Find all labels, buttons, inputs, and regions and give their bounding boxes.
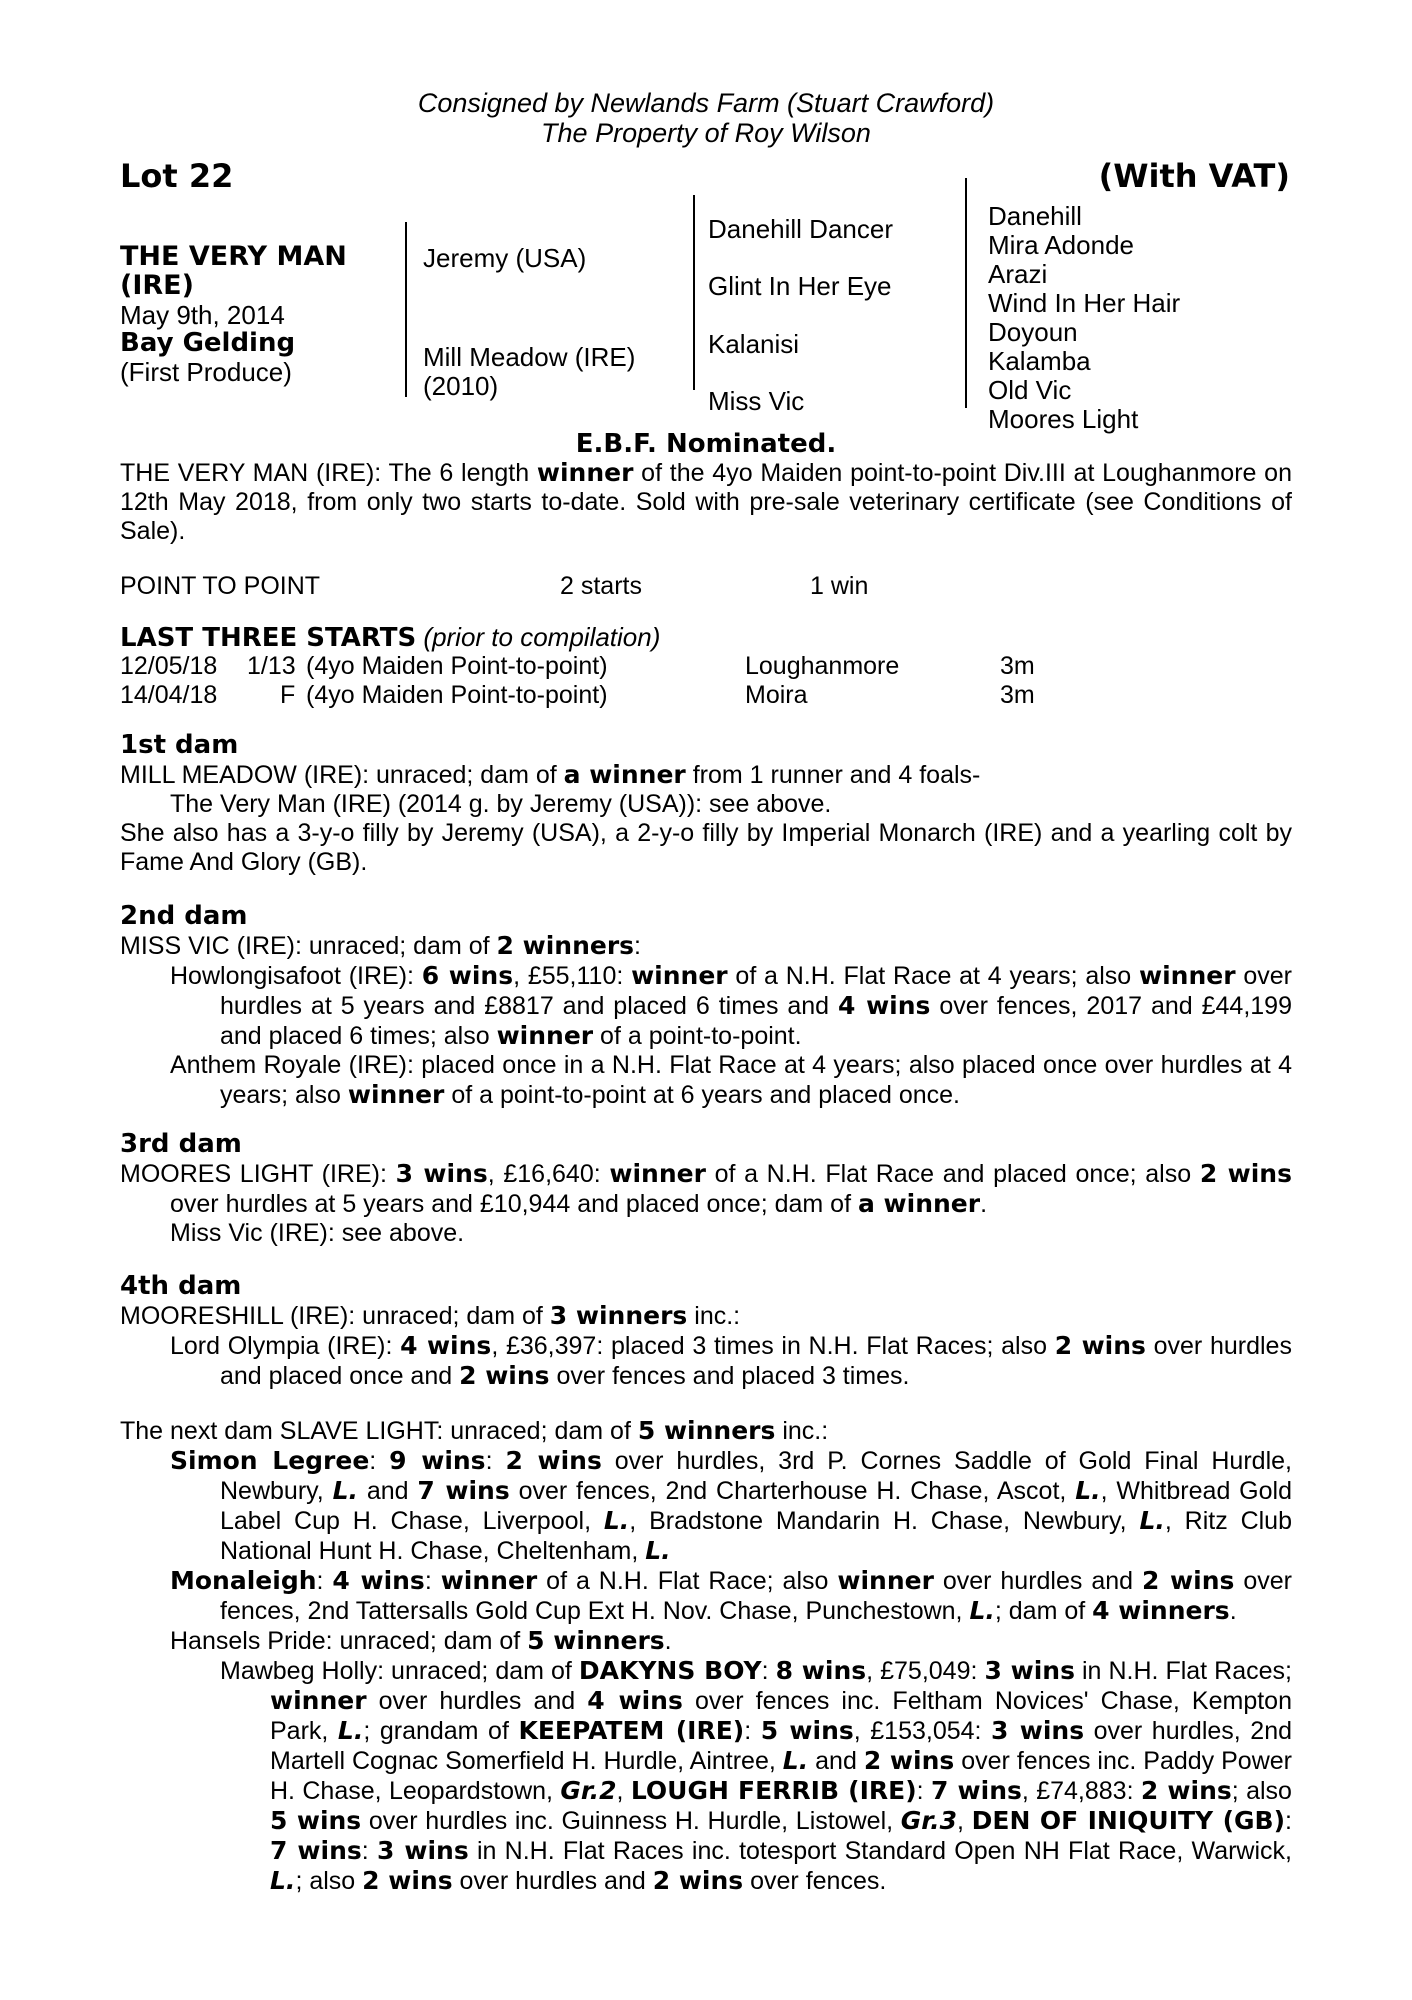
record-wins: 1 win xyxy=(810,572,869,600)
lot-number: Lot 22 xyxy=(120,157,234,195)
race-record xyxy=(120,572,1292,602)
third-dam-heading: 3rd dam xyxy=(120,1129,242,1159)
pedigree-divider-2 xyxy=(693,195,695,390)
great-grandparent: Doyoun xyxy=(988,317,1078,347)
great-grandparent: Arazi xyxy=(988,259,1048,289)
next-dam-section: The next dam SLAVE LIGHT: unraced; dam of 5 winners inc.: Simon Legree: 9 wins: 2 wins over hurdles, 3rd P. Cornes Saddle of Gold Final Hurdle, Newbury, L. and 7 wins over fences, 2nd Charterhouse H. Chase, Ascot, L., Whitbread Gold Label Cup H. Chase, Liverpool, L., Bradstone Mandarin H. Chase, Newbury, L., Ritz Club National Hunt H. Chase, Cheltenham, L. Monaleigh: 4 wins: winner of a N.H. Flat Race; also winner over hurdles and 2 wins over fences, 2nd Tattersalls Gold Cup Ext H. Nov. Chase, Punchestown, L.; dam of 4 winners. Hansels Pride: unraced; dam of 5 winners. Mawbeg Holly: unraced; dam of DAKYNS BOY: 8 wins, £75,049: 3 wins in N.H. Flat Races; winner over hurdles and 4 wins over fences inc. Feltham Novices' Chase, Kempton Park, L.; grandam of KEEPATEM (IRE): 5 wins, £153,054: 3 wins over hurdles, 2nd Martell Cognac Somerfield H. Hurdle, Aintree, L. and 2 wins over fences inc. Paddy Power H. Chase, Leopardstown, Gr.2, LOUGH FERRIB (IRE): 7 wins, £74,883: 2 wins; also 5 wins over hurdles inc. Guinness H. Hurdle, Listowel, Gr.3, DEN OF INIQUITY (GB): 7 wins: 3 wins in N.H. Flat Races inc. totesport Standard Open NH Flat Race, Warwick, L.; also 2 wins over hurdles and 2 wins over fences. xyxy=(120,1416,1292,1895)
grandparent: Kalanisi xyxy=(708,329,800,359)
fourth-dam-heading: 4th dam xyxy=(120,1271,242,1301)
consignor-line: Consigned by Newlands Farm (Stuart Crawford) xyxy=(417,88,995,118)
ebf-nominated: E.B.F. Nominated. xyxy=(575,429,837,459)
first-dam-section: MILL MEADOW (IRE): unraced; dam of a winner from 1 runner and 4 foals- The Very Man (IRE) (2014 g. by Jeremy (USA)): see above. She also has a 3-y-o filly by Jeremy (USA), a 2-y-o filly by Imperial Monarch (IRE) and a yearling colt by Fame And Glory (GB). xyxy=(120,760,1292,876)
grandparent: Glint In Her Eye xyxy=(708,271,892,301)
summary-paragraph: THE VERY MAN (IRE): The 6 length winner of the 4yo Maiden point-to-point Div.III at Loughanmore on 12th May 2018, from only two starts to-date. Sold with pre-sale veterinary certificate (see Conditions of Sale). xyxy=(120,458,1292,545)
grandparent: Miss Vic xyxy=(708,386,805,416)
first-dam-heading: 1st dam xyxy=(120,730,239,760)
great-grandparent: Danehill xyxy=(988,201,1082,231)
start-row: 14/04/18 F (4yo Maiden Point-to-point) Moira 3m xyxy=(120,681,1035,709)
great-grandparent: Old Vic xyxy=(988,375,1072,405)
property-line: The Property of Roy Wilson xyxy=(541,118,871,148)
great-grandparent: Kalamba xyxy=(988,346,1091,376)
fourth-dam-section: MOORESHILL (IRE): unraced; dam of 3 winners inc.: Lord Olympia (IRE): 4 wins, £36,397: placed 3 times in N.H. Flat Races; also 2 wins over hurdles and placed once and 2 wins over fences and placed 3 times. xyxy=(120,1301,1292,1390)
horse-name: THE VERY MAN xyxy=(120,241,347,272)
last-starts-heading: LAST THREE STARTS (prior to compilation) xyxy=(120,622,661,653)
record-label: POINT TO POINT xyxy=(120,572,321,600)
start-row: 12/05/18 1/13 (4yo Maiden Point-to-point) Loughanmore 3m xyxy=(120,652,1035,680)
horse-origin: (IRE) xyxy=(120,270,194,301)
third-dam-section: MOORES LIGHT (IRE): 3 wins, £16,640: winner of a N.H. Flat Race and placed once; also 2 wins over hurdles at 5 years and £10,944 and placed once; dam of a winner. Miss Vic (IRE): see above. xyxy=(120,1159,1292,1247)
great-grandparent: Wind In Her Hair xyxy=(988,288,1181,318)
grandparent: Danehill Dancer xyxy=(708,214,893,244)
second-dam-heading: 2nd dam xyxy=(120,901,248,931)
foaling-date: May 9th, 2014 xyxy=(120,300,285,330)
pedigree-divider-3 xyxy=(965,178,967,408)
dam-year: (2010) xyxy=(423,371,499,401)
produce-note: (First Produce) xyxy=(120,357,292,387)
vat-label: (With VAT) xyxy=(1098,157,1290,195)
record-starts: 2 starts xyxy=(560,572,642,600)
dam: Mill Meadow (IRE) xyxy=(423,342,636,372)
horse-type: Bay Gelding xyxy=(120,328,296,358)
second-dam-section: MISS VIC (IRE): unraced; dam of 2 winners: Howlongisafoot (IRE): 6 wins, £55,110: winner of a N.H. Flat Race at 4 years; also winner over hurdles at 5 years and £8817 and placed 6 times and 4 wins over fences, 2017 and £44,199 and placed 6 times; also winner of a point-to-point. Anthem Royale (IRE): placed once in a N.H. Flat Race at 4 years; also placed once over hurdles at 4 years; also winner of a point-to-point at 6 years and placed once. xyxy=(120,931,1292,1109)
great-grandparent: Moores Light xyxy=(988,404,1139,434)
pedigree-divider-1 xyxy=(405,222,407,397)
sire: Jeremy (USA) xyxy=(423,243,587,273)
great-grandparent: Mira Adonde xyxy=(988,230,1134,260)
